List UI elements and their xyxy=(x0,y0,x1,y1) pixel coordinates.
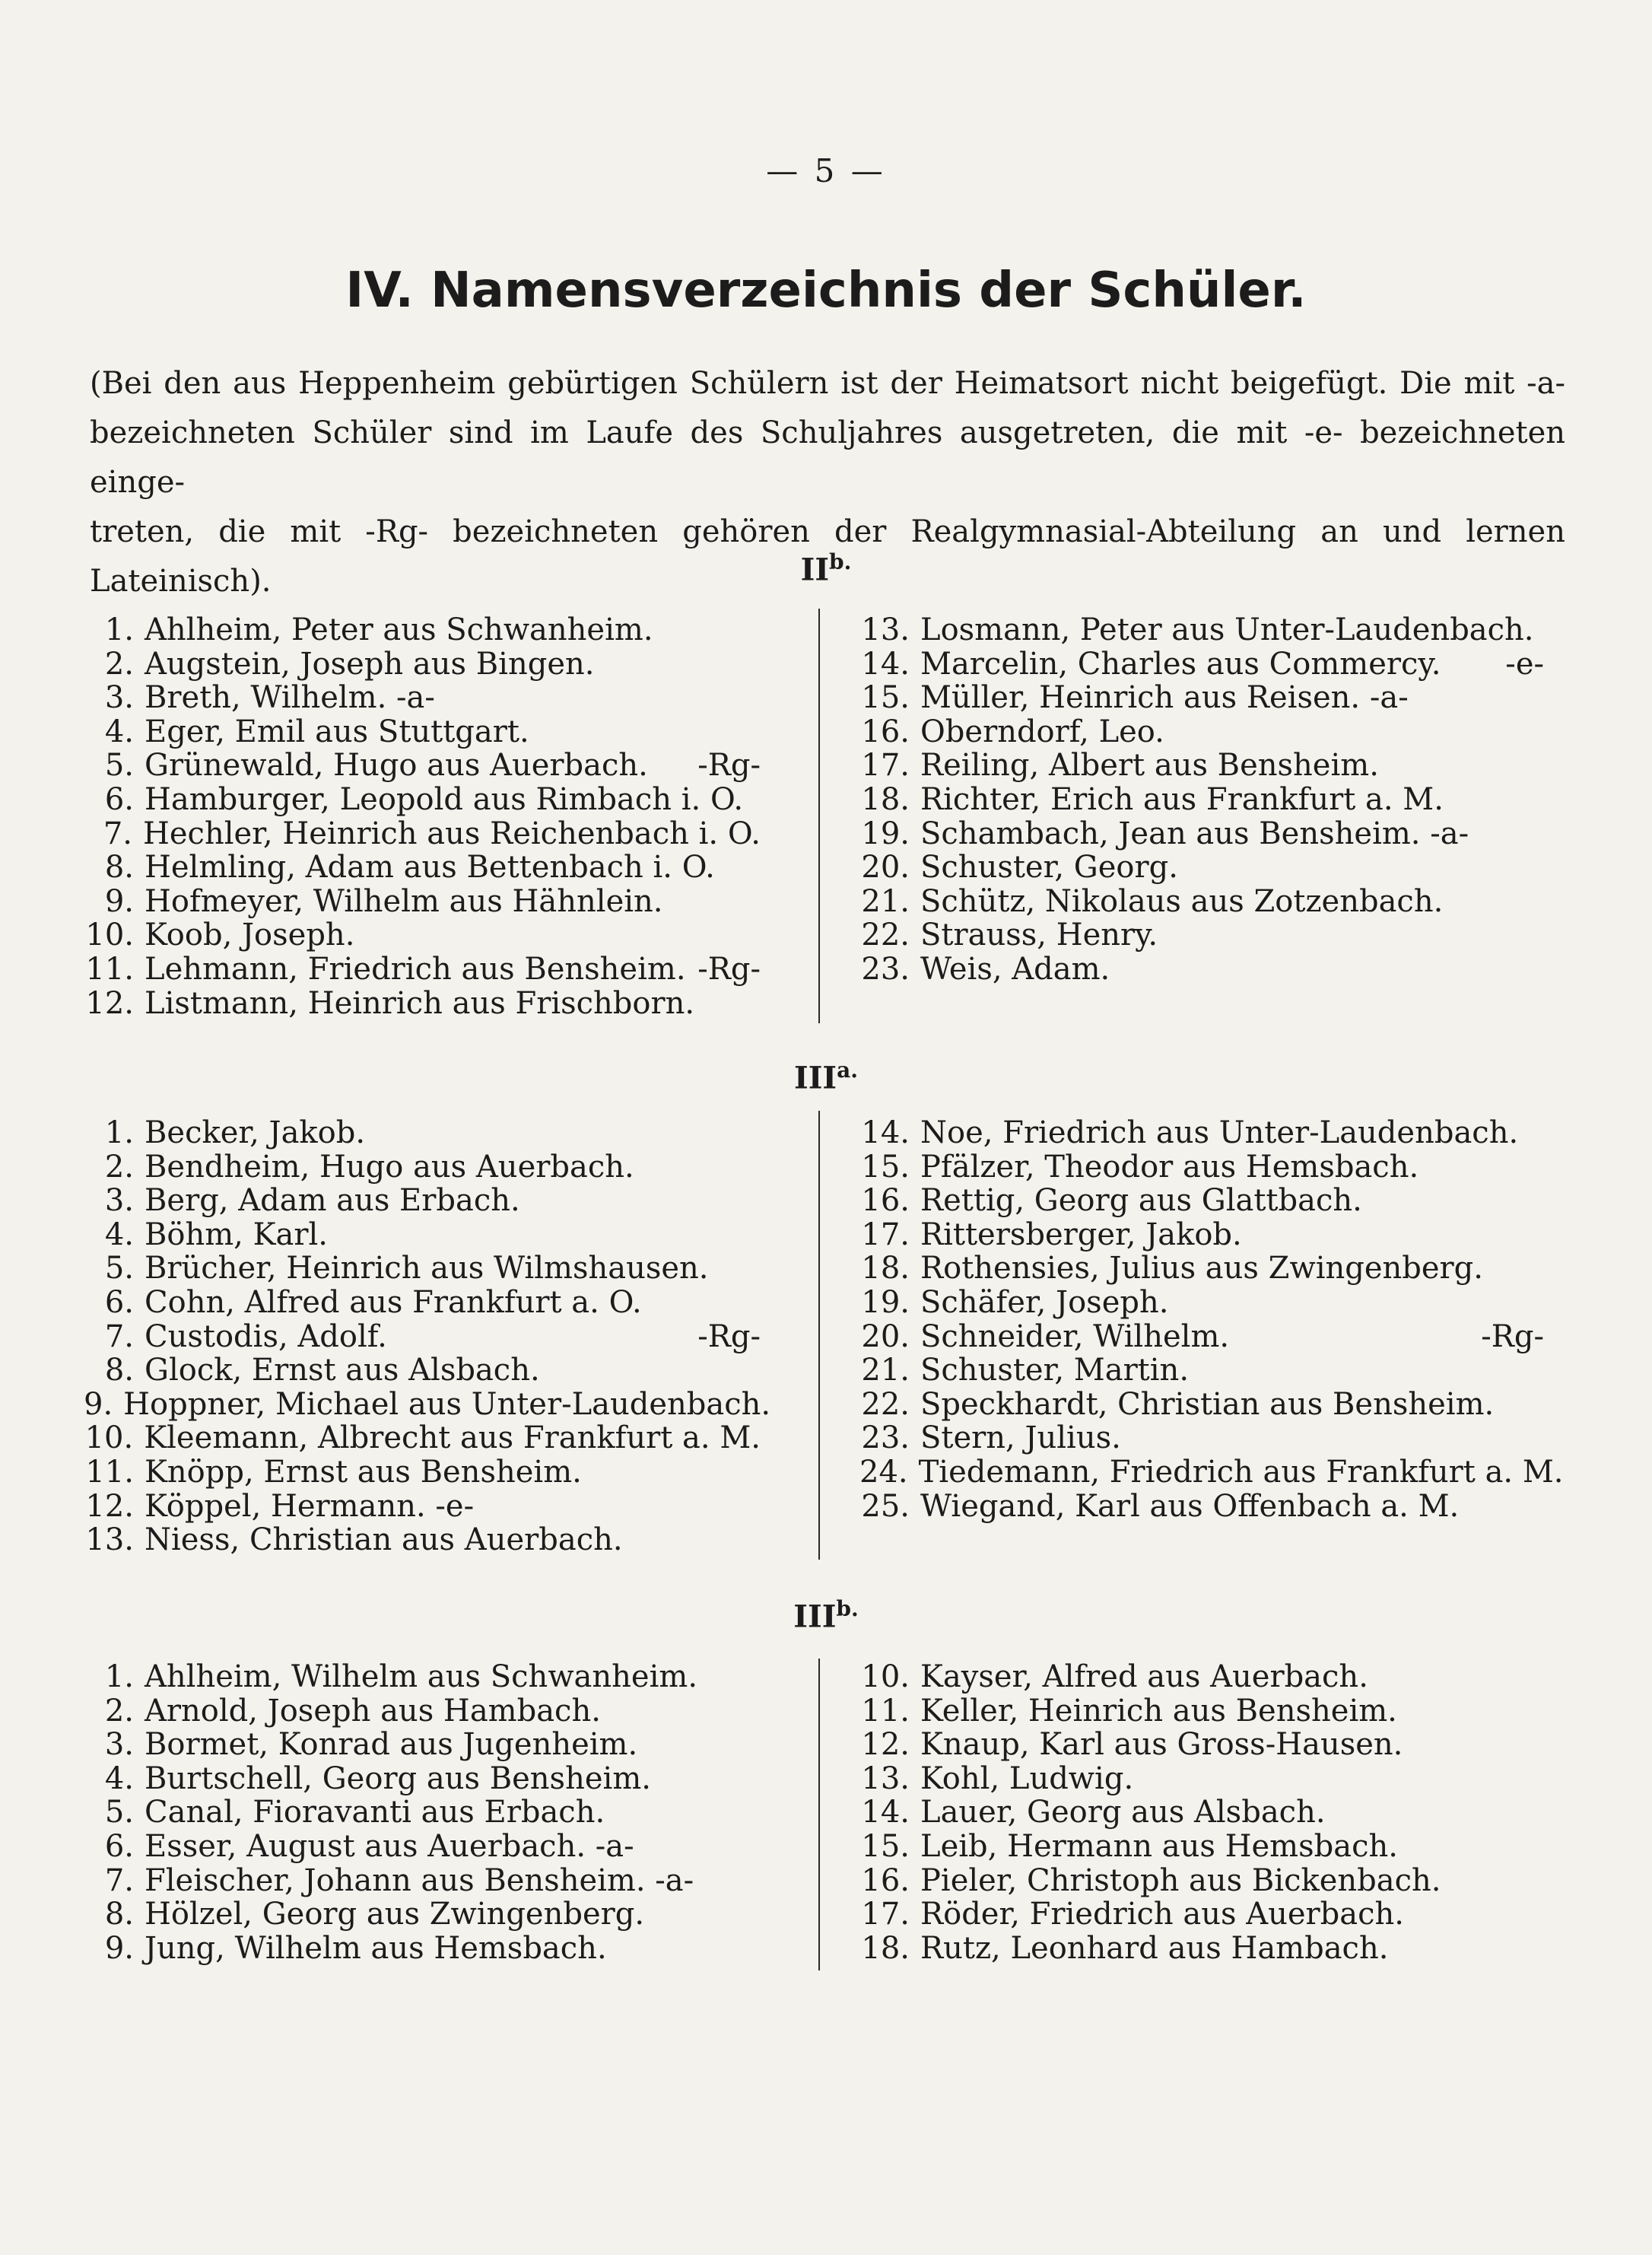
student-number: 19. xyxy=(861,816,910,851)
student-row xyxy=(84,1455,761,1490)
student-name: Strauss, Henry. xyxy=(920,918,1158,953)
student-name: Böhm, Karl. xyxy=(145,1217,328,1252)
student-number: 6. xyxy=(104,781,134,817)
student-name: Niess, Christian aus Auerbach. xyxy=(145,1522,623,1558)
student-row xyxy=(859,1184,1544,1218)
student-name: Ahlheim, Peter aus Schwanheim. xyxy=(145,612,653,647)
student-number: 17. xyxy=(861,1217,910,1252)
student-number: 12. xyxy=(85,985,134,1021)
student-number: 20. xyxy=(861,850,910,886)
student-number: 14. xyxy=(861,1115,910,1150)
student-row xyxy=(84,1421,761,1455)
class-label: II xyxy=(800,552,830,588)
student-mark: -Rg- xyxy=(1481,1318,1544,1354)
student-row xyxy=(84,1218,761,1252)
student-mark: -Rg- xyxy=(697,748,761,784)
student-number: 3. xyxy=(104,680,134,716)
student-number: 7. xyxy=(103,816,132,851)
student-row xyxy=(84,851,761,885)
student-number: 4. xyxy=(104,1217,134,1252)
student-number: 23. xyxy=(861,951,910,987)
student-row xyxy=(859,1150,1544,1185)
student-name: Lauer, Georg aus Alsbach. xyxy=(920,1795,1326,1830)
student-row xyxy=(859,613,1544,647)
student-name: Grünewald, Hugo aus Auerbach. xyxy=(145,748,648,784)
column-divider xyxy=(818,609,820,1023)
student-name: Lehmann, Friedrich aus Bensheim. xyxy=(145,951,686,987)
student-number: 21. xyxy=(861,883,910,919)
student-name: Rettig, Georg aus Glattbach. xyxy=(920,1183,1362,1219)
student-number: 3. xyxy=(104,1183,134,1219)
student-row xyxy=(84,1830,761,1864)
student-mark: -e- xyxy=(1505,646,1544,682)
student-number: 7. xyxy=(104,1862,134,1898)
student-row xyxy=(84,647,761,682)
student-row xyxy=(859,749,1544,783)
student-number: 10. xyxy=(85,918,134,953)
column-divider xyxy=(818,1659,820,1970)
student-name: Hechler, Heinrich aus Reichenbach i. O. xyxy=(143,816,761,851)
student-number: 6. xyxy=(104,1828,134,1864)
student-row xyxy=(859,1660,1544,1694)
student-name: Brücher, Heinrich aus Wilmshausen. xyxy=(145,1251,709,1287)
student-number: 7. xyxy=(104,1318,134,1354)
student-name: Reiling, Albert aus Bensheim. xyxy=(920,748,1379,784)
student-name: Knaup, Karl aus Gross-Hausen. xyxy=(920,1727,1403,1763)
student-mark: -Rg- xyxy=(697,1318,761,1354)
column-divider xyxy=(818,1111,820,1560)
student-row xyxy=(84,1320,761,1354)
student-row xyxy=(859,1728,1544,1762)
student-number: 21. xyxy=(861,1353,910,1388)
student-row xyxy=(84,783,761,817)
student-row xyxy=(84,1386,771,1422)
student-row xyxy=(859,1830,1544,1864)
student-name: Koob, Joseph. xyxy=(145,918,355,953)
student-number: 10. xyxy=(84,1420,134,1456)
student-number: 16. xyxy=(861,1183,910,1219)
student-row xyxy=(859,1454,1564,1490)
student-list-right xyxy=(859,1115,1564,1524)
student-number: 3. xyxy=(104,1727,134,1763)
student-name: Hoppner, Michael aus Unter-Laudenbach. xyxy=(123,1386,771,1422)
student-number: 15. xyxy=(861,1149,910,1185)
student-name: Kayser, Alfred aus Auerbach. xyxy=(920,1659,1368,1694)
student-number: 1. xyxy=(104,612,134,647)
student-name: Losmann, Peter aus Unter-Laudenbach. xyxy=(920,612,1534,647)
student-row xyxy=(84,918,761,953)
student-row xyxy=(859,885,1544,919)
intro-line: (Bei den aus Heppenheim gebürtigen Schülern ist der Heimatsort nicht beigefügt. Die mit -a- xyxy=(90,366,1565,401)
student-row xyxy=(859,1116,1544,1150)
student-number: 11. xyxy=(85,1454,134,1490)
student-row xyxy=(84,953,761,987)
student-name: Hofmeyer, Wilhelm aus Hähnlein. xyxy=(145,883,663,919)
student-number: 23. xyxy=(861,1420,910,1456)
student-number: 15. xyxy=(861,680,910,716)
student-number: 24. xyxy=(859,1454,908,1490)
student-row xyxy=(859,783,1544,817)
student-number: 4. xyxy=(104,714,134,749)
student-name: Röder, Friedrich aus Auerbach. xyxy=(920,1897,1404,1932)
student-number: 6. xyxy=(104,1284,134,1320)
student-row xyxy=(84,681,761,715)
student-number: 5. xyxy=(104,1795,134,1830)
student-number: 13. xyxy=(85,1522,134,1558)
student-row xyxy=(859,1795,1544,1830)
student-name: Schäfer, Joseph. xyxy=(920,1284,1169,1320)
student-row xyxy=(84,1897,761,1932)
student-mark: -Rg- xyxy=(697,951,761,987)
student-number: 13. xyxy=(861,1760,910,1796)
student-number: 2. xyxy=(104,1149,134,1185)
student-number: 19. xyxy=(861,1284,910,1320)
student-row xyxy=(859,1286,1544,1320)
student-name: Arnold, Joseph aus Hambach. xyxy=(145,1693,601,1729)
student-number: 18. xyxy=(861,781,910,817)
student-row xyxy=(84,1523,761,1557)
student-number: 11. xyxy=(85,951,134,987)
student-row xyxy=(859,1932,1544,1966)
student-name: Esser, August aus Auerbach. -a- xyxy=(145,1828,634,1864)
student-number: 20. xyxy=(861,1318,910,1354)
student-number: 8. xyxy=(104,850,134,886)
student-number: 11. xyxy=(861,1693,910,1729)
student-name: Köppel, Hermann. -e- xyxy=(145,1488,475,1524)
student-list-left xyxy=(84,613,761,1020)
student-name: Becker, Jakob. xyxy=(145,1115,366,1150)
student-number: 4. xyxy=(104,1760,134,1796)
student-row xyxy=(84,1184,761,1218)
student-name: Bendheim, Hugo aus Auerbach. xyxy=(145,1149,634,1185)
student-row xyxy=(84,1694,761,1729)
student-name: Oberndorf, Leo. xyxy=(920,714,1164,749)
student-name: Listmann, Heinrich aus Frischborn. xyxy=(145,985,695,1021)
student-name: Marcelin, Charles aus Commercy. xyxy=(920,646,1441,682)
student-name: Kleemann, Albrecht aus Frankfurt a. M. xyxy=(144,1420,761,1456)
student-number: 25. xyxy=(861,1488,910,1524)
student-name: Burtschell, Georg aus Bensheim. xyxy=(145,1760,651,1796)
student-number: 13. xyxy=(861,612,910,647)
student-row xyxy=(84,1490,761,1524)
student-number: 14. xyxy=(861,646,910,682)
student-number: 16. xyxy=(861,714,910,749)
student-list-right xyxy=(859,613,1544,987)
student-name: Stern, Julius. xyxy=(920,1420,1121,1456)
student-name: Tiedemann, Friedrich aus Frankfurt a. M. xyxy=(918,1454,1564,1490)
student-row xyxy=(859,1694,1544,1729)
student-name: Wiegand, Karl aus Offenbach a. M. xyxy=(920,1488,1460,1524)
student-row xyxy=(859,817,1544,851)
student-name: Leib, Hermann aus Hemsbach. xyxy=(920,1828,1398,1864)
student-number: 5. xyxy=(104,1251,134,1287)
student-row xyxy=(859,1490,1544,1524)
student-name: Glock, Ernst aus Alsbach. xyxy=(145,1353,540,1388)
student-name: Noe, Friedrich aus Unter-Laudenbach. xyxy=(920,1115,1519,1150)
student-row xyxy=(859,918,1544,953)
student-number: 22. xyxy=(861,918,910,953)
student-number: 14. xyxy=(861,1795,910,1830)
student-row xyxy=(84,1660,761,1694)
student-number: 22. xyxy=(861,1386,910,1422)
student-number: 9. xyxy=(104,883,134,919)
student-name: Berg, Adam aus Erbach. xyxy=(145,1183,520,1219)
student-number: 2. xyxy=(104,646,134,682)
student-row xyxy=(84,1795,761,1830)
intro-line: bezeichneten Schüler sind im Laufe des Schuljahres ausgetreten, die mit -e- bezeichneten einge- xyxy=(90,415,1565,500)
student-row xyxy=(859,1320,1544,1354)
student-row xyxy=(84,715,761,749)
student-name: Custodis, Adolf. xyxy=(145,1318,387,1354)
student-number: 17. xyxy=(861,1897,910,1932)
student-row xyxy=(859,1421,1544,1455)
student-name: Hölzel, Georg aus Zwingenberg. xyxy=(145,1897,645,1932)
student-number: 8. xyxy=(104,1353,134,1388)
student-row xyxy=(84,885,761,919)
class-sup: b. xyxy=(836,1596,859,1621)
student-row xyxy=(84,613,761,647)
student-row xyxy=(84,1353,761,1388)
student-number: 16. xyxy=(861,1862,910,1898)
student-row xyxy=(84,1932,761,1966)
student-row xyxy=(84,987,761,1021)
student-name: Pfälzer, Theodor aus Hemsbach. xyxy=(920,1149,1419,1185)
student-name: Rothensies, Julius aus Zwingenberg. xyxy=(920,1251,1483,1287)
student-name: Helmling, Adam aus Bettenbach i. O. xyxy=(145,850,715,886)
student-name: Fleischer, Johann aus Bensheim. -a- xyxy=(145,1862,694,1898)
student-number: 18. xyxy=(861,1251,910,1287)
student-number: 18. xyxy=(861,1930,910,1966)
student-name: Jung, Wilhelm aus Hemsbach. xyxy=(145,1930,607,1966)
student-list-right xyxy=(859,1660,1544,1965)
student-row xyxy=(859,1218,1544,1252)
student-name: Augstein, Joseph aus Bingen. xyxy=(145,646,595,682)
student-name: Cohn, Alfred aus Frankfurt a. O. xyxy=(145,1284,642,1320)
student-row xyxy=(859,953,1544,987)
student-name: Canal, Fioravanti aus Erbach. xyxy=(145,1795,605,1830)
student-name: Keller, Heinrich aus Bensheim. xyxy=(920,1693,1397,1729)
student-number: 1. xyxy=(104,1659,134,1694)
student-row xyxy=(859,1353,1544,1388)
student-row xyxy=(84,1116,761,1150)
student-number: 1. xyxy=(104,1115,134,1150)
student-name: Pieler, Christoph aus Bickenbach. xyxy=(920,1862,1441,1898)
student-name: Schambach, Jean aus Bensheim. -a- xyxy=(920,816,1469,851)
student-list-left xyxy=(84,1115,771,1558)
student-row xyxy=(859,1897,1544,1932)
student-number: 5. xyxy=(104,748,134,784)
student-number: 2. xyxy=(104,1693,134,1729)
student-row xyxy=(859,681,1544,715)
student-row xyxy=(84,1286,761,1320)
student-name: Ahlheim, Wilhelm aus Schwanheim. xyxy=(145,1659,698,1694)
student-name: Richter, Erich aus Frankfurt a. M. xyxy=(920,781,1444,817)
student-name: Schuster, Georg. xyxy=(920,850,1178,886)
student-name: Knöpp, Ernst aus Bensheim. xyxy=(145,1454,582,1490)
class-heading-IIIa xyxy=(0,1058,1652,1096)
student-name: Schneider, Wilhelm. xyxy=(920,1318,1230,1354)
student-row xyxy=(859,1388,1544,1422)
class-sup: b. xyxy=(829,549,852,574)
class-label: III xyxy=(793,1060,837,1096)
student-name: Müller, Heinrich aus Reisen. -a- xyxy=(920,680,1409,716)
student-name: Breth, Wilhelm. -a- xyxy=(145,680,435,716)
student-number: 12. xyxy=(861,1727,910,1763)
student-number: 10. xyxy=(861,1659,910,1694)
class-heading-IIIb xyxy=(0,1596,1652,1634)
student-name: Schuster, Martin. xyxy=(920,1353,1190,1388)
student-number: 17. xyxy=(861,748,910,784)
student-row xyxy=(859,1252,1544,1286)
student-row xyxy=(84,1728,761,1762)
student-name: Bormet, Konrad aus Jugenheim. xyxy=(145,1727,638,1763)
student-number: 9. xyxy=(104,1930,134,1966)
student-name: Speckhardt, Christian aus Bensheim. xyxy=(920,1386,1495,1422)
class-sup: a. xyxy=(837,1058,859,1083)
student-name: Hamburger, Leopold aus Rimbach i. O. xyxy=(145,781,744,817)
student-row xyxy=(859,647,1544,682)
student-number: 8. xyxy=(104,1897,134,1932)
student-row xyxy=(84,817,761,851)
student-name: Eger, Emil aus Stuttgart. xyxy=(145,714,529,749)
student-number: 12. xyxy=(85,1488,134,1524)
class-heading-IIb xyxy=(0,549,1652,587)
student-name: Rittersberger, Jakob. xyxy=(920,1217,1242,1252)
student-row xyxy=(84,1252,761,1286)
intro-line: treten, die mit -Rg- bezeichneten gehören der Realgymnasial-Abteilung an und lernen Lateinisch). xyxy=(90,514,1565,599)
student-name: Schütz, Nikolaus aus Zotzenbach. xyxy=(920,883,1444,919)
student-row xyxy=(84,1864,761,1898)
class-label: III xyxy=(793,1598,837,1635)
student-list-left xyxy=(84,1660,761,1965)
student-name: Weis, Adam. xyxy=(920,951,1110,987)
page-number: — 5 — xyxy=(766,152,886,189)
student-number: 15. xyxy=(861,1828,910,1864)
student-row xyxy=(859,851,1544,885)
student-row xyxy=(84,749,761,783)
student-row xyxy=(859,1864,1544,1898)
student-row xyxy=(859,715,1544,749)
student-name: Kohl, Ludwig. xyxy=(920,1760,1134,1796)
student-row xyxy=(84,1150,761,1185)
student-row xyxy=(859,1762,1544,1796)
student-row xyxy=(84,1762,761,1796)
student-name: Rutz, Leonhard aus Hambach. xyxy=(920,1930,1389,1966)
student-number: 9. xyxy=(84,1386,113,1422)
page-title: IV. Namensverzeichnis der Schüler. xyxy=(345,262,1307,319)
